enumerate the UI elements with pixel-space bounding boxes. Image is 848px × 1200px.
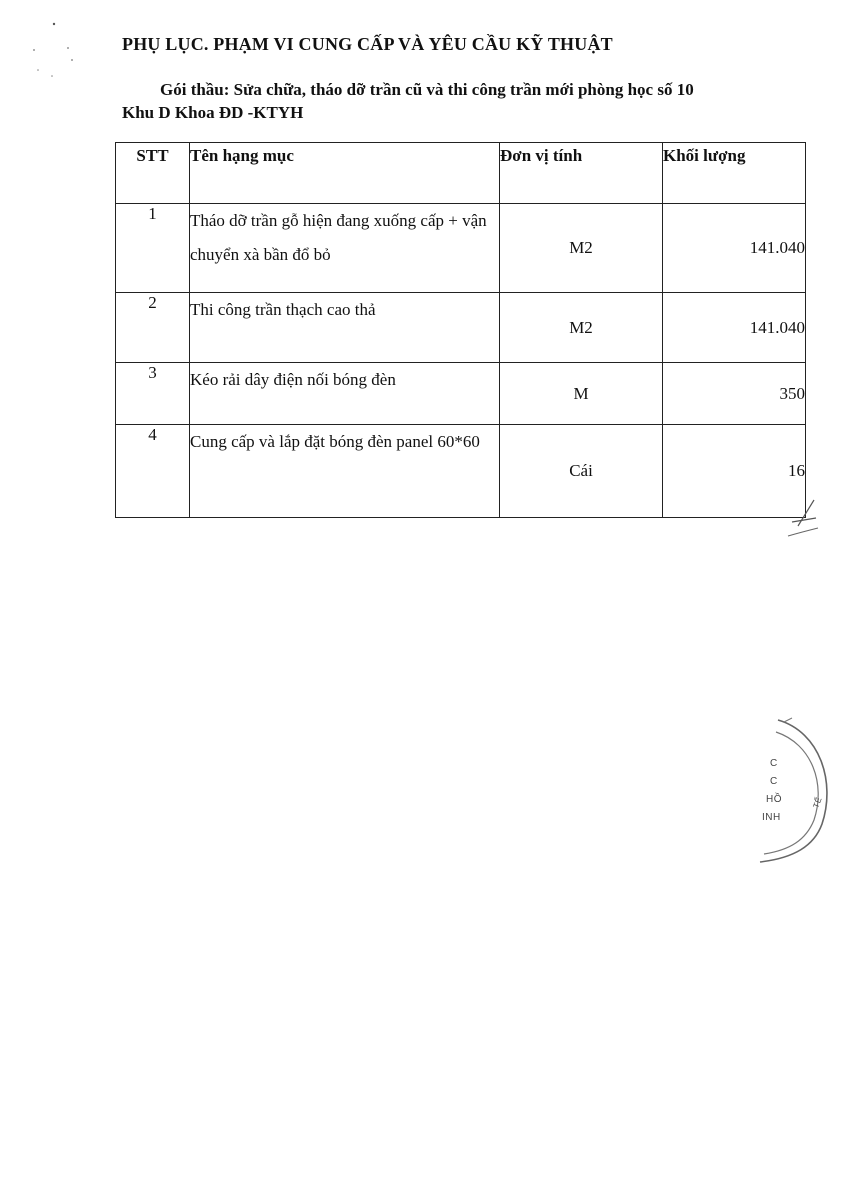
seal-fragment: HỒ [766,794,782,805]
header-stt: STT [116,143,190,204]
row-unit: M [500,363,663,425]
row-stt: 2 [116,293,190,363]
table-row [116,363,806,425]
seal-fragment: INH [762,812,781,823]
row-stt: 4 [116,425,190,518]
seal-fragment: C [770,758,778,769]
row-unit: M2 [500,204,663,293]
row-qty: 350 [663,363,806,425]
subtitle-line-1: Gói thầu: Sửa chữa, tháo dỡ trần cũ và thi công trần mới phòng học số 10 [160,80,694,99]
table-row [116,204,806,293]
row-name: Cung cấp và lắp đặt bóng đèn panel 60*60 [190,425,500,518]
document-title: PHỤ LỤC. PHẠM VI CUNG CẤP VÀ YÊU CẦU KỸ THUẬT [122,34,613,54]
row-qty: 141.040 [663,204,806,293]
header-name: Tên hạng mục [190,143,500,204]
row-stt: 3 [116,363,190,425]
document-subtitle [122,78,782,124]
subtitle-line-2: Khu D Khoa ĐD -KTYH [122,103,304,122]
row-stt: 1 [116,204,190,293]
row-name: Thi công trần thạch cao thả [190,293,500,363]
header-unit: Đơn vị tính [500,143,663,204]
seal-fragment: TẾ [811,795,824,810]
row-name: Tháo dỡ trần gỗ hiện đang xuống cấp + vận chuyển xà bần đổ bỏ [190,204,500,293]
seal-stamp-icon [740,712,840,872]
pen-mark [784,492,824,542]
header-qty: Khối lượng [663,143,806,204]
items-table [115,142,806,518]
table-row [116,425,806,518]
table-row [116,293,806,363]
row-unit: Cái [500,425,663,518]
row-name: Kéo rải dây điện nối bóng đèn [190,363,500,425]
row-unit: M2 [500,293,663,363]
seal-stamp [740,712,840,872]
scan-specks [28,18,88,88]
seal-fragment: C [770,776,778,787]
row-qty: 141.040 [663,293,806,363]
table-header-row [116,143,806,204]
row-qty: 16 [663,425,806,518]
